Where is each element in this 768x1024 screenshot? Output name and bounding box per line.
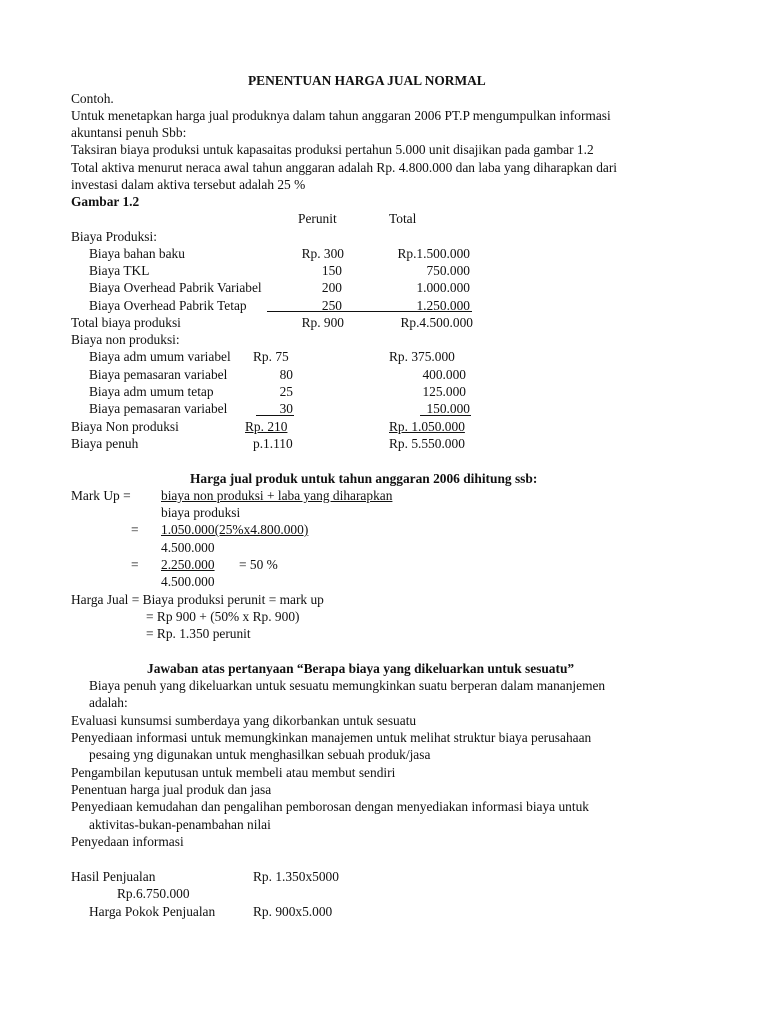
jawaban-line-6: Pengambilan keputusan untuk membeli atau membut sendiri	[71, 765, 396, 780]
hasil-penjualan-calc: Rp. 1.350x5000	[253, 869, 339, 884]
hasil-penjualan-label: Hasil Penjualan	[71, 869, 156, 884]
table-row-total: 1.000.000	[416, 280, 470, 295]
jawaban-line-3: Evaluasi kunsumsi sumberdaya yang dikorbankan untuk sesuatu	[71, 713, 417, 728]
table-row-perunit: 250	[321, 298, 342, 313]
markup-equals-2: =	[131, 557, 139, 572]
table-row-perunit: 80	[279, 367, 293, 382]
column-header-total: Total	[389, 211, 417, 226]
table-row-label: Biaya pemasaran variabel	[89, 367, 228, 382]
table-row-total: 150.000	[426, 401, 470, 416]
hasil-penjualan-value: Rp.6.750.000	[117, 886, 190, 901]
total-underline	[420, 415, 471, 416]
perunit-underline	[256, 415, 294, 416]
jawaban-line-8: Penyediaan kemudahan dan pengalihan pemborosan dengan menyediakan informasi biaya untuk	[71, 799, 589, 814]
jawaban-line-7: Penentuan harga jual produk dan jasa	[71, 782, 272, 797]
intro-paragraph-1-line-1: Untuk menetapkan harga jual produknya dalam tahun anggaran 2006 PT.P mengumpulkan informasi	[71, 108, 611, 123]
harga-pokok-penjualan-label: Harga Pokok Penjualan	[89, 904, 216, 919]
jawaban-line-5: pesaing yng digunakan untuk menghasilkan sebuah produk/jasa	[89, 747, 431, 762]
total-non-produksi-total: Rp. 1.050.000	[389, 419, 465, 434]
table-row-perunit: Rp. 300	[301, 246, 344, 261]
page-title: PENENTUAN HARGA JUAL NORMAL	[248, 73, 486, 88]
table-row-label: Biaya bahan baku	[89, 246, 185, 261]
biaya-produksi-label: Biaya Produksi:	[71, 229, 157, 244]
harga-jual-line-1: Harga Jual = Biaya produksi perunit = mark up	[71, 592, 324, 607]
jawaban-line-9: aktivitas-bukan-penambahan nilai	[89, 817, 271, 832]
intro-contoh: Contoh.	[71, 91, 114, 106]
jawaban-line-10: Penyedaan informasi	[71, 834, 184, 849]
markup-result: = 50 %	[239, 557, 278, 572]
column-header-perunit: Perunit	[298, 211, 337, 226]
markup-label: Mark Up =	[71, 488, 131, 503]
intro-paragraph-3-line-2: investasi dalam aktiva tersebut adalah 25 %	[71, 177, 306, 192]
table-row-label: Biaya TKL	[89, 263, 150, 278]
table-row-perunit: Rp. 75	[253, 349, 289, 364]
jawaban-line-1: Biaya penuh yang dikeluarkan untuk sesuatu memungkinkan suatu berperan dalam mananjemen	[89, 678, 606, 693]
markup-denominator-2: 4.500.000	[161, 540, 215, 555]
table-row-label: Biaya pemasaran variabel	[89, 401, 228, 416]
table-row-label: Biaya adm umum variabel	[89, 349, 231, 364]
intro-paragraph-1-line-2: akuntansi penuh Sbb:	[71, 125, 187, 140]
subtotal-underline	[267, 311, 472, 312]
markup-numerator-2: 1.050.000(25%x4.800.000)	[161, 522, 309, 537]
table-row-perunit: 30	[279, 401, 293, 416]
harga-jual-heading: Harga jual produk untuk tahun anggaran 2006 dihitung ssb:	[190, 471, 538, 486]
table-row-total: Rp.1.500.000	[397, 246, 470, 261]
harga-jual-line-2: = Rp 900 + (50% x Rp. 900)	[146, 609, 300, 624]
total-non-produksi-label: Biaya Non produksi	[71, 419, 179, 434]
table-row-perunit: 25	[279, 384, 293, 399]
table-row-label: Biaya Overhead Pabrik Variabel	[89, 280, 262, 295]
jawaban-heading: Jawaban atas pertanyaan “Berapa biaya yang dikeluarkan untuk sesuatu”	[147, 661, 575, 676]
table-row-total: 1.250.000	[416, 298, 470, 313]
harga-jual-line-3: = Rp. 1.350 perunit	[146, 626, 251, 641]
harga-pokok-penjualan-calc: Rp. 900x5.000	[253, 904, 333, 919]
biaya-penuh-label: Biaya penuh	[71, 436, 139, 451]
jawaban-line-4: Penyediaan informasi untuk memungkinkan manajemen untuk melihat struktur biaya perusahaan	[71, 730, 592, 745]
total-produksi-perunit: Rp. 900	[301, 315, 344, 330]
table-row-total: 750.000	[426, 263, 470, 278]
table-row-perunit: 150	[321, 263, 342, 278]
table-row-total: Rp. 375.000	[389, 349, 455, 364]
markup-numerator-3: 2.250.000	[161, 557, 215, 572]
table-row-total: 125.000	[422, 384, 466, 399]
markup-numerator-1: biaya non produksi + laba yang diharapkan	[161, 488, 393, 503]
total-produksi-label: Total biaya produksi	[71, 315, 181, 330]
table-row-total: 400.000	[422, 367, 466, 382]
table-row-perunit: 200	[321, 280, 342, 295]
total-produksi-total: Rp.4.500.000	[400, 315, 473, 330]
jawaban-line-2: adalah:	[89, 695, 128, 710]
markup-denominator-3: 4.500.000	[161, 574, 215, 589]
markup-equals-1: =	[131, 522, 139, 537]
table-row-label: Biaya adm umum tetap	[89, 384, 214, 399]
biaya-penuh-total: Rp. 5.550.000	[389, 436, 465, 451]
intro-paragraph-2: Taksiran biaya produksi untuk kapasaitas produksi pertahun 5.000 unit disajikan pada gambar 1.2	[71, 142, 594, 157]
gambar-heading: Gambar 1.2	[71, 194, 140, 209]
intro-paragraph-3-line-1: Total aktiva menurut neraca awal tahun anggaran adalah Rp. 4.800.000 dan laba yang diharapkan dari	[71, 160, 618, 175]
biaya-penuh-perunit: p.1.110	[253, 436, 293, 451]
markup-denominator-1: biaya produksi	[161, 505, 241, 520]
total-non-produksi-perunit: Rp. 210	[245, 419, 288, 434]
biaya-non-produksi-label: Biaya non produksi:	[71, 332, 180, 347]
table-row-label: Biaya Overhead Pabrik Tetap	[89, 298, 247, 313]
